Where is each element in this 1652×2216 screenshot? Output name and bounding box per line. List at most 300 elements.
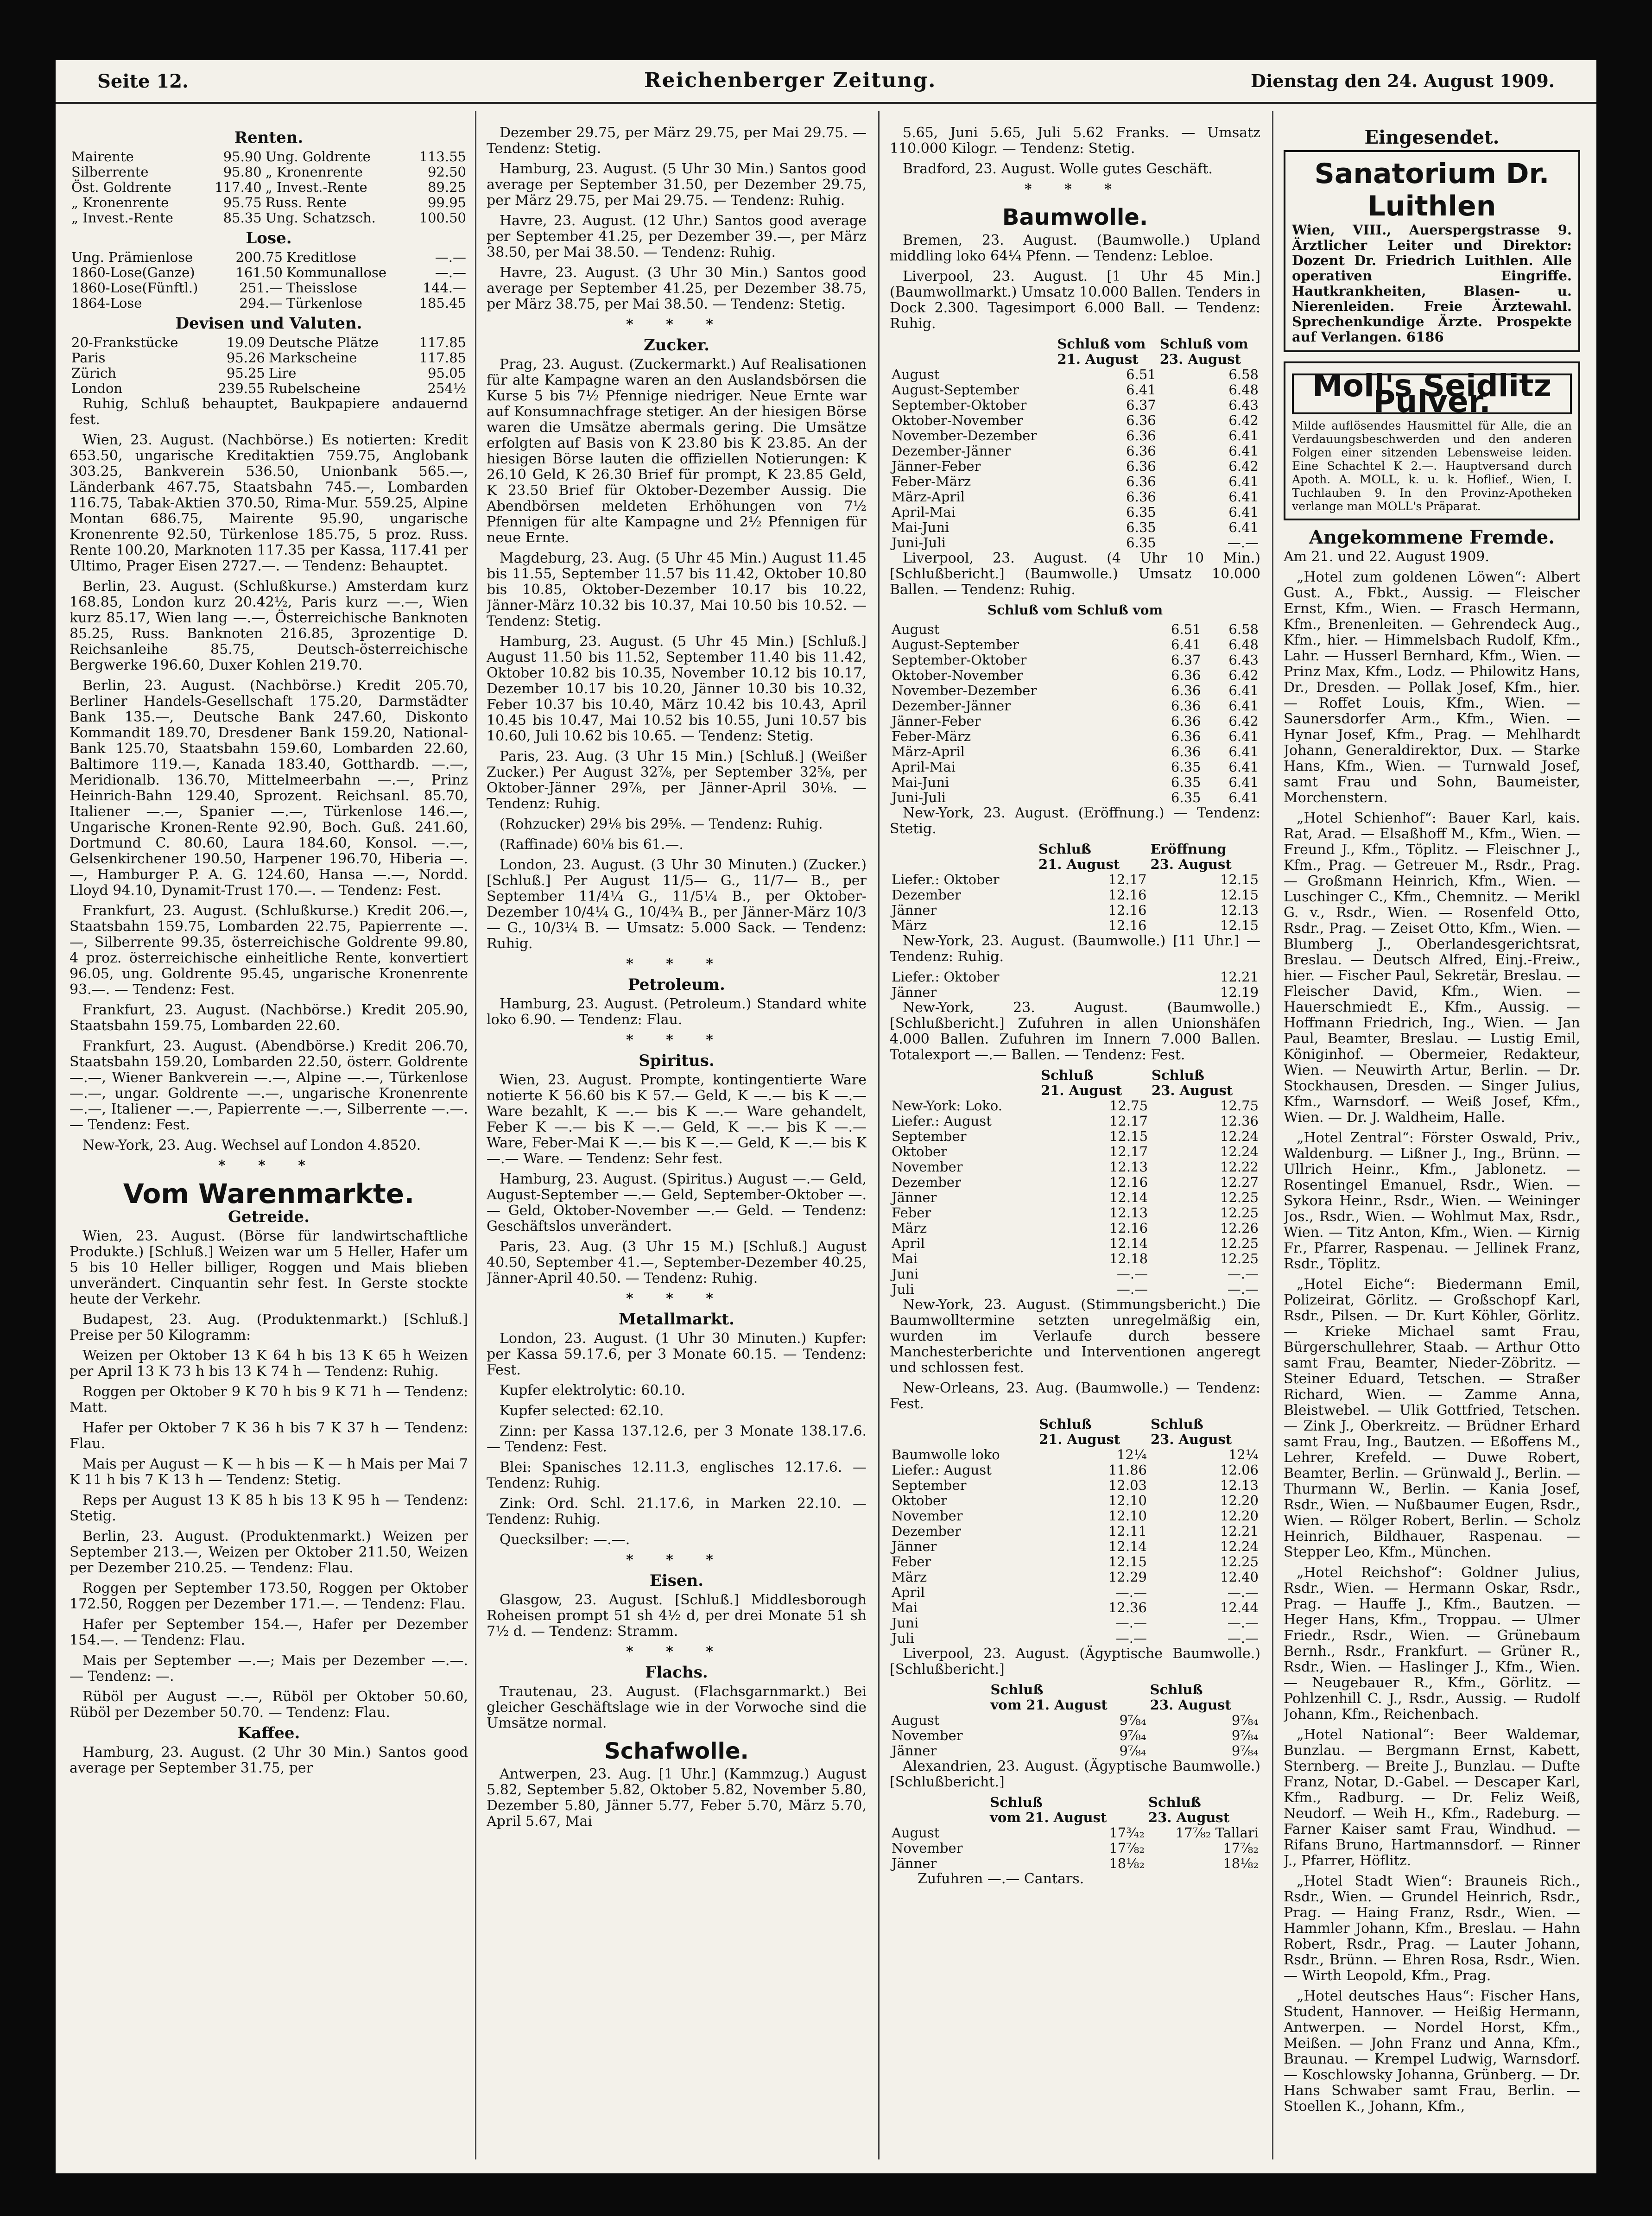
- table-cell: 6.41: [1228, 474, 1259, 489]
- paragraph: Hafer per Oktober 7 K 36 h bis 7 K 37 h — Tendenz: Flau.: [70, 1420, 468, 1452]
- paragraph: Mais per September —.—; Mais per Dezember —.—. — Tendenz: —.: [70, 1653, 468, 1684]
- table-cell: 6.36: [1126, 474, 1156, 489]
- paragraph: Berlin, 23. August. (Schlußkurse.) Amsterdam kurz 168.85, London kurz 20.42½, Paris kurz —.—, Wien kurz 85.17, Wien lang —.—, Österreichische Banknoten 85.25, Russ. Banknoten 216.85, 3prozentige D. Reichsanleihe 85.75, Deutsch-österreichische Bergwerke 196.60, Duxer Kohlen 219.70.: [70, 578, 468, 673]
- table-cell: 12.25: [1220, 1235, 1259, 1251]
- table-cell: April-Mai: [892, 759, 956, 775]
- table-cell: 1864-Lose: [71, 295, 142, 311]
- table-cell: —.—: [1227, 1615, 1259, 1631]
- table-row: [70, 381, 468, 396]
- table-row: [890, 1493, 1260, 1508]
- section-title: Renten.: [234, 128, 304, 147]
- section-heading: Schafwolle.: [604, 1738, 749, 1764]
- table-cell: 9⅞₄: [1119, 1728, 1146, 1743]
- table-cell: 117.85: [419, 335, 466, 350]
- table-row: [890, 1728, 1260, 1743]
- paragraph: 5.65, Juni 5.65, Juli 5.62 Franks. — Umsatz 110.000 Kilogr. — Tendenz: Stetig.: [890, 125, 1260, 157]
- table-cell: —.—: [1227, 1281, 1259, 1297]
- table-row: [890, 1159, 1260, 1175]
- paragraph: Wien, 23. August. Prompte, kontingentierte Ware notierte K 56.60 bis K 57.— Geld, K —.— bis K —.— Ware bezahlt, K —.— bis K —.— Ware gehandelt, Feber K —.— bis K —.— Geld, K —.— bis K —.— Ware, Feber-Mai K —.— bis K —.— Geld, K —.— bis K —.— Ware. — Tendenz: Sehr fest.: [487, 1072, 867, 1167]
- table-cell: 23. August: [1159, 351, 1241, 367]
- column-rule: [1272, 111, 1273, 2159]
- table-cell: 12.36: [1108, 1600, 1147, 1615]
- table-cell: 12.21: [1220, 969, 1259, 985]
- table-row: [890, 775, 1260, 790]
- paragraph: Paris, 23. Aug. (3 Uhr 15 M.) [Schluß.] August 40.50, September 41.—, September-Dezember 40.25, Jänner-April 40.50. — Tendenz: Ruhig.: [487, 1239, 867, 1286]
- table-cell: 6.43: [1228, 652, 1259, 668]
- table-cell: 17⅞₂: [1223, 1840, 1259, 1856]
- table-cell: 6.41: [1228, 519, 1259, 535]
- paragraph: Antwerpen, 23. Aug. [1 Uhr.] (Kammzug.) August 5.82, September 5.82, Oktober 5.82, November 5.80, Dezember 5.80, Jänner 5.77, Feber 5.70, März 5.70, April 5.67, Mai: [487, 1766, 867, 1830]
- table-cell: März: [892, 1569, 927, 1585]
- table-cell: Theisslose: [286, 280, 358, 296]
- paragraph: „Hotel Schienhof“: Bauer Karl, kais. Rat, Arad. — Elsaßhoff M., Kfm., Wien. — Freund J., Kfm., Töplitz. — Fleischner J., Kfm., Prag. — Getreuer M., Rsdr., Prag. — Großmann Heinrich, Kfm., Wien. — Luschinger C., Kfm., Chemnitz. — Merikl G. v., Rsdr., Wien. — Rosenfeld Otto, Rsdr., Prag. — Zeiset Otto, Kfm., Wien. — Blumberg J., Oberlandesgerichtsrat, Breslau. — Deutsch Alfred, Einj.-Freiw., hier. — Fischer Paul, Sekretär, Breslau. — Fleischer David, Kfm., Wien. — Hauerschmiedt E., Kfm., Aussig. — Hoffmann Friedrich, Ing., Wien. — Jan Paul, Beamter, Breslau. — Lustig Emil, Königinhof. — Obermeier, Redakteur, Wien. — Neuwirth Artur, Berlin. — Dr. Stockhausen, Dresden. — Singer Julius, Kfm., Warnsdorf. — Weiß Josef, Kfm., Wien. — Dr. J. Waldheim, Halle.: [1284, 810, 1580, 1126]
- table-row: [890, 1795, 1260, 1810]
- table-cell: 12.27: [1220, 1174, 1259, 1190]
- table-row: [890, 367, 1260, 382]
- table-row: [890, 1144, 1260, 1159]
- paragraph: New-York, 23. August. (Stimmungsbericht.) Die Baumwolltermine setzten unregelmäßig ein, wurden im Verlaufe durch bessere Manchesterberichte und Interventionen angeregt und schlossen fest.: [890, 1297, 1260, 1376]
- table-cell: Ung. Prämienlose: [71, 249, 193, 265]
- paragraph: „Hotel National“: Beer Waldemar, Bunzlau. — Bergmann Ernst, Kabett, Sternberg. — Breite J., Bunzlau. — Dufte Franz, Notar, D.-Gabel. — Descaper Karl, Kfm., Radburg. — Dr. Feliz Weiß, Neudorf. — Weih H., Kfm., Radeburg. — Farner Kaiser samt Frau, Windhud. — Rifans Bruno, Hartmannsdorf. — Rinner J., Pfarrer, Höflitz.: [1284, 1727, 1580, 1869]
- table-cell: 6.58: [1228, 621, 1259, 637]
- table-cell: Feber-März: [892, 728, 971, 744]
- table-cell: November-Dezember: [892, 683, 1037, 698]
- table-cell: 95.05: [427, 365, 466, 381]
- table-cell: 144.—: [423, 280, 466, 296]
- table-cell: Liefer.: Oktober: [892, 969, 1000, 985]
- section-title: Devisen und Valuten.: [175, 314, 362, 333]
- table-cell: 6.41: [1228, 790, 1259, 805]
- table-cell: 6.41: [1228, 428, 1259, 443]
- table-cell: Rubelscheine: [268, 380, 361, 396]
- newyork-opening-table: [890, 842, 1260, 933]
- table-cell: 239.55: [218, 380, 265, 396]
- table-row: [890, 668, 1260, 683]
- page-number: Seite 12.: [97, 70, 189, 92]
- table-cell: —.—: [1227, 1266, 1259, 1282]
- table-row: [890, 1068, 1260, 1083]
- paragraph: Hamburg, 23. August. (2 Uhr 30 Min.) Santos good average per September 31.75, per: [70, 1744, 468, 1776]
- section-title: Eingesendet.: [1364, 127, 1500, 148]
- table-cell: [890, 1697, 989, 1713]
- table-cell: September-Oktober: [892, 652, 1027, 668]
- table-cell: 6.35: [1171, 759, 1201, 775]
- table-cell: vom 21. August: [990, 1697, 1108, 1713]
- lose-table: [70, 250, 468, 311]
- liverpool-table-2: [890, 622, 1260, 805]
- table-cell: 12.75: [1220, 1098, 1259, 1114]
- paragraph: Wien, 23. August. (Börse für landwirtschaftliche Produkte.) [Schluß.] Weizen war um 5 Heller, Hafer um 5 bis 10 Heller billiger, Roggen und Mais blieben unverändert. Cinquantin sehr fest. In Gerste stockte heute der Verkehr.: [70, 1228, 468, 1307]
- table-cell: 12¼: [1228, 1447, 1259, 1463]
- table-cell: Juni-Juli: [892, 535, 946, 551]
- table-cell: 12.13: [1109, 1205, 1148, 1221]
- paragraph: Alexandrien, 23. August. (Ägyptische Baumwolle.) [Schlußbericht.]: [890, 1758, 1260, 1790]
- table-cell: 6.41: [1228, 728, 1259, 744]
- ad-body: Milde auflösendes Hausmittel für Alle, die an Verdauungsbeschwerden und den anderen Folgen einer sitzenden Lebensweise leiden. Eine Schachtel K 2.—. Hauptversand durch Apoth. A. MOLL, k. u. k. Hoflief., Wien, I. Tuchlauben 9. In den Provinz-Apotheken verlange man MOLL's Präparat.: [1292, 419, 1572, 513]
- table-row: [890, 1432, 1260, 1447]
- column-2: [487, 125, 867, 2164]
- table-row: [890, 698, 1260, 714]
- table-cell: 20-Frankstücke: [71, 335, 178, 350]
- table-cell: 9⅞₄: [1119, 1743, 1146, 1759]
- separator-stars: * * *: [626, 956, 727, 972]
- paragraph: Hamburg, 23. August. (Spiritus.) August —.— Geld, August-September —.— Geld, September-Oktober —.— Geld, Oktober-November —.— Geld. — Tendenz: Geschäftslos unverändert.: [487, 1171, 867, 1235]
- table-cell: —.—: [1227, 535, 1259, 551]
- table-cell: August-September: [892, 382, 1019, 398]
- section-title: Kaffee.: [237, 1724, 300, 1742]
- table-row: [890, 1236, 1260, 1251]
- table-cell: 12.36: [1220, 1113, 1259, 1129]
- table-cell: 12.22: [1220, 1159, 1259, 1175]
- paragraph: Trautenau, 23. August. (Flachsgarnmarkt.) Bei gleicher Geschäftslage wie in der Vorwoche sind die Umsätze normal.: [487, 1684, 867, 1731]
- table-cell: Ung. Goldrente: [265, 149, 371, 165]
- section-title: Spiritus.: [639, 1051, 715, 1070]
- paragraph: Glasgow, 23. August. [Schluß.] Middlesborough Roheisen prompt 51 sh 4½ d, per drei Monate 51 sh 7½ d. — Tendenz: Stramm.: [487, 1592, 867, 1640]
- table-cell: Mai-Juni: [892, 519, 949, 535]
- table-cell: Schluß: [1039, 1416, 1092, 1432]
- paragraph: Zinn: per Kassa 137.12.6, per 3 Monate 138.17.6. — Tendenz: Fest.: [487, 1423, 867, 1455]
- table-cell: 6.36: [1171, 667, 1201, 683]
- table-row: [890, 1114, 1260, 1129]
- table-cell: 6.42: [1228, 412, 1259, 428]
- table-cell: 12.10: [1108, 1508, 1147, 1524]
- table-cell: —.—: [1116, 1266, 1148, 1282]
- paragraph: New-York, 23. August. (Baumwolle.) [11 Uhr.] — Tendenz: Ruhig.: [890, 933, 1260, 965]
- table-cell: März: [892, 1220, 927, 1236]
- table-cell: 12.13: [1109, 1159, 1148, 1175]
- table-cell: —.—: [1116, 1281, 1148, 1297]
- table-row: [70, 280, 468, 296]
- table-cell: Juni: [892, 1615, 919, 1631]
- paragraph: Hamburg, 23. August. (5 Uhr 30 Min.) Santos good average per September 31.50, per Dezember 29.75, per März 29.75, per Mai 29.75. — Tendenz: Ruhig.: [487, 161, 867, 209]
- table-cell: Kommunallose: [286, 265, 387, 280]
- paragraph: Hamburg, 23. August. (5 Uhr 45 Min.) [Schluß.] August 11.50 bis 11.52, September 11.40 bis 11.42, Oktober 10.82 bis 10.35, November 10.12 bis 10.17, Dezember 10.17 bis 10.20, Jänner 10.30 bis 10.32, Feber 10.37 bis 10.40, März 10.42 bis 10.43, April 10.45 bis 10.47, Mai 10.52 bis 10.55, Juni 10.57 bis 10.60, Juli 10.62 bis 10.65. — Tendenz: Stetig.: [487, 633, 867, 744]
- table-row: [890, 428, 1260, 443]
- table-row: [890, 413, 1260, 428]
- table-row: [890, 857, 1260, 872]
- table-cell: August-September: [892, 637, 1019, 652]
- table-cell: „ Kronenrente: [265, 164, 363, 180]
- table-cell: 12.25: [1220, 1251, 1259, 1266]
- table-cell: Oktober: [892, 1144, 948, 1159]
- table-row: [890, 1129, 1260, 1144]
- table-cell: —.—: [1115, 1630, 1147, 1646]
- table-row: [890, 985, 1260, 1000]
- table-cell: 6.35: [1126, 504, 1156, 520]
- table-cell: 12.14: [1109, 1235, 1148, 1251]
- renten-table: [70, 149, 468, 226]
- paragraph: (Raffinade) 60⅛ bis 61.—.: [500, 836, 684, 853]
- table-row: [890, 1098, 1260, 1114]
- table-cell: 1860-Lose(Ganze): [71, 265, 195, 280]
- table-cell: 12.17: [1109, 1144, 1148, 1159]
- table-cell: 95.26: [226, 350, 265, 366]
- table-cell: Juni: [892, 1266, 919, 1282]
- table-cell: 6.35: [1126, 535, 1156, 551]
- table-row: [890, 1713, 1260, 1728]
- table-cell: 117.85: [419, 350, 466, 366]
- column-4: [1284, 125, 1580, 2164]
- table-cell: Silberrente: [71, 164, 149, 180]
- table-cell: [890, 1795, 988, 1810]
- table-cell: 9⅞₄: [1119, 1712, 1146, 1728]
- table-cell: Feber-März: [892, 474, 971, 489]
- table-cell: 12.15: [1220, 918, 1259, 933]
- table-row: [890, 1856, 1260, 1871]
- paragraph: Zink: Ord. Schl. 21.17.6, in Marken 22.10. — Tendenz: Ruhig.: [487, 1495, 867, 1527]
- table-row: [890, 1221, 1260, 1236]
- separator-stars: * * *: [626, 1552, 727, 1568]
- table-cell: —.—: [1227, 1584, 1259, 1600]
- table-cell: 6.37: [1171, 652, 1201, 668]
- table-cell: [890, 336, 1055, 352]
- advertisement-moll: [1284, 361, 1580, 520]
- table-row: [890, 1282, 1260, 1297]
- table-cell: 12.25: [1220, 1190, 1259, 1205]
- section-title: Flachs.: [645, 1663, 708, 1682]
- table-cell: 12.24: [1220, 1128, 1259, 1144]
- table-cell: 12.16: [1109, 1174, 1148, 1190]
- column-rule: [475, 111, 476, 2159]
- table-cell: 9⅞₄: [1231, 1728, 1259, 1743]
- table-cell: September-Oktober: [892, 397, 1027, 413]
- table-cell: September: [892, 1128, 967, 1144]
- table-cell: Jänner: [892, 984, 937, 1000]
- table-cell: 6.36: [1126, 458, 1156, 474]
- table-cell: [890, 842, 1037, 857]
- table-cell: [890, 1068, 1039, 1083]
- table-cell: 1860-Lose(Fünftl.): [71, 280, 198, 296]
- table-row: [890, 1600, 1260, 1615]
- table-row: [890, 1570, 1260, 1585]
- paragraph: Roggen per September 173.50, Roggen per Oktober 172.50, Roggen per Dezember 171.—. — Tendenz: Flau.: [70, 1580, 468, 1612]
- table-row: [890, 1697, 1260, 1713]
- paragraph: Dezember 29.75, per März 29.75, per Mai 29.75. — Tendenz: Stetig.: [487, 125, 867, 157]
- table-cell: Baumwolle loko: [892, 1447, 1000, 1463]
- table-cell: 92.50: [427, 164, 466, 180]
- table-cell: Türkenlose: [286, 295, 363, 311]
- table-cell: 85.35: [223, 210, 262, 226]
- table-row: [890, 382, 1260, 398]
- table-row: [890, 535, 1260, 551]
- paragraph: Weizen per Oktober 13 K 64 h bis 13 K 65 h Weizen per April 13 K 73 h bis 13 K 74 h — Tendenz: Ruhig.: [70, 1348, 468, 1380]
- table-row: [890, 1841, 1260, 1856]
- table-cell: November: [892, 1840, 963, 1856]
- table-cell: Jänner: [892, 1539, 937, 1554]
- table-row: [70, 335, 468, 350]
- table-row: [890, 1266, 1260, 1282]
- advertisement-sanatorium: [1284, 150, 1580, 352]
- table-cell: Schluß: [1041, 1067, 1094, 1083]
- table-row: [890, 443, 1260, 459]
- table-cell: Liefer.: August: [892, 1462, 992, 1478]
- table-cell: 12.19: [1220, 984, 1259, 1000]
- table-cell: 12.11: [1108, 1523, 1147, 1539]
- section-title: Angekommene Fremde.: [1309, 526, 1555, 548]
- table-row: [890, 1682, 1260, 1697]
- table-cell: Oktober: [892, 1493, 948, 1508]
- paragraph: London, 23. August. (1 Uhr 30 Minuten.) Kupfer: per Kassa 59.17.6, per 3 Monate 60.15. — Tendenz: Fest.: [487, 1330, 867, 1378]
- table-row: [890, 1810, 1260, 1825]
- table-cell: 95.80: [223, 164, 262, 180]
- column-3: [890, 125, 1260, 2164]
- table-cell: 23. August: [1152, 1083, 1233, 1098]
- newyork-close-table: [890, 1068, 1260, 1297]
- table-cell: 99.95: [427, 195, 466, 210]
- paragraph: Hafer per September 154.—, Hafer per Dezember 154.—. — Tendenz: Flau.: [70, 1616, 468, 1648]
- table-row: [70, 180, 468, 195]
- table-cell: 6.41: [1228, 443, 1259, 459]
- liverpool-table: [890, 336, 1260, 551]
- table-cell: Mairente: [71, 149, 134, 165]
- table-cell: 12.15: [1220, 872, 1259, 887]
- table-cell: Lire: [268, 365, 297, 381]
- table-cell: 17⅞₂ Tallari: [1175, 1825, 1259, 1841]
- section-title: Lose.: [246, 229, 292, 247]
- table-row: [890, 1175, 1260, 1190]
- table-cell: 12.25: [1220, 1554, 1259, 1570]
- table-cell: 12.17: [1109, 1113, 1148, 1129]
- table-cell: 12.16: [1108, 918, 1147, 933]
- table-row: [890, 744, 1260, 760]
- table-cell: 6.41: [1228, 504, 1259, 520]
- paragraph: Wien, 23. August. (Nachbörse.) Es notierten: Kredit 653.50, ungarische Kreditaktien 759.75, Anglobank 303.25, Bankverein 536.50, Unionbank 565.—, Länderbank 467.75, Staatsbahn 745.—, Lombarden 116.75, Tabak-Aktien 370.50, Rima-Mur. 559.25, Alpine Montan 686.75, Mairente 95.90, ungarische Kronenrente 92.50, Türkenlose 185.75, 5 proz. Russ. Rente 100.20, Marknoten 117.35 per Kassa, 117.41 per Ultimo, Prager Eisen 2727.—. — Tendenz: Behauptet.: [70, 432, 468, 574]
- table-cell: 12.14: [1108, 1539, 1147, 1554]
- table-cell: Russ. Rente: [265, 195, 347, 210]
- masthead: Reichenberger Zeitung.: [644, 69, 937, 92]
- table-cell: Jänner: [892, 1743, 937, 1759]
- table-row: [890, 1508, 1260, 1524]
- table-cell: 12.40: [1220, 1569, 1259, 1585]
- table-cell: New-York: Loko.: [892, 1098, 1002, 1114]
- table-cell: April: [892, 1235, 925, 1251]
- table-cell: 12.17: [1108, 872, 1147, 887]
- paragraph: „Hotel deutsches Haus“: Fischer Hans, Student, Hannover. — Heißig Hermann, Antwerpen. — Nordel Horst, Kfm., Meißen. — John Franz und Anna, Kfm., Braunau. — Krempel Ludwig, Warnsdorf. — Koschlowsky Johanna, Grünberg. — Dr. Hans Schwaber samt Frau, Berlin. — Stoellen K., Johann, Kfm.,: [1284, 1988, 1580, 2115]
- table-cell: Schluß: [990, 1682, 1044, 1697]
- table-cell: 12.14: [1109, 1190, 1148, 1205]
- table-row: [890, 1585, 1260, 1600]
- separator-stars: * * *: [626, 317, 727, 333]
- table-cell: [890, 1083, 1039, 1098]
- table-cell: Oktober-November: [892, 412, 1023, 428]
- table-cell: Ung. Schatzsch.: [265, 210, 376, 226]
- table-cell: 6.36: [1171, 744, 1201, 760]
- table-cell: 6.41: [1228, 698, 1259, 714]
- newyork-11-table: [890, 969, 1260, 1000]
- table-cell: 6.43: [1228, 397, 1259, 413]
- table-cell: Öst. Goldrente: [71, 179, 171, 195]
- table-cell: 6.42: [1228, 713, 1259, 729]
- ad-title: Moll's Seidlitz Pulver.: [1292, 374, 1572, 414]
- table-cell: Schluß: [1150, 1416, 1203, 1432]
- table-cell: 12.25: [1220, 1205, 1259, 1221]
- table-cell: Markscheine: [268, 350, 357, 366]
- table-cell: Schluß: [1038, 841, 1091, 857]
- table-cell: 12.20: [1220, 1493, 1259, 1508]
- paragraph: Berlin, 23. August. (Nachbörse.) Kredit 205.70, Berliner Handels-Gesellschaft 175.20, Darmstädter Bank 135.—, Deutsche Bank 247.60, Diskonto Kommandit 189.70, Dresdener Bank 159.20, National-Bank 125.70, Staatsbahn 159.60, Lombarden 22.60, Baltimore 119.—, Kanada 183.40, Gotthardb. —.—, Meridionalb. 136.70, Mittelmeerbahn —.—, Prinz Heinrich-Bahn 129.40, Sprozent. Reichsanl. 85.70, Italiener —.—, Spanier —.—, Türkenlose 146.—, Ungarische Kronen-Rente 92.90, Boch. Guß. 241.60, Dortmund C. 80.60, Laura 184.60, Konsol. —.—, Gelsenkirchener 190.50, Harpener 196.70, Hiberia —.—, Hamburger P. A. G. 124.60, Hansa —.—, Nordd. Lloyd 94.10, Dynamit-Trust 170.—. — Tendenz: Fest.: [70, 677, 468, 899]
- table-cell: 23. August: [1150, 1431, 1232, 1447]
- table-cell: August: [892, 1825, 940, 1841]
- table-cell: 12.18: [1109, 1251, 1148, 1266]
- table-cell: Mai-Juni: [892, 774, 949, 790]
- table-cell: 12.21: [1220, 1523, 1259, 1539]
- table-cell: 6.35: [1126, 519, 1156, 535]
- table-cell: 6.41: [1228, 744, 1259, 760]
- separator-stars: * * *: [218, 1158, 319, 1174]
- table-cell: Jänner: [892, 1855, 937, 1871]
- table-cell: 12.15: [1220, 887, 1259, 903]
- section-heading: Vom Warenmarkte.: [123, 1178, 415, 1209]
- table-cell: 11.86: [1108, 1462, 1147, 1478]
- table-cell: 6.37: [1126, 397, 1156, 413]
- alexandria-table: [890, 1795, 1260, 1871]
- table-cell: vom 21. August: [990, 1810, 1107, 1825]
- separator-stars: * * *: [1025, 181, 1126, 197]
- table-cell: Kreditlose: [286, 249, 356, 265]
- table-cell: Oktober-November: [892, 667, 1023, 683]
- section-heading: Baumwolle.: [1002, 204, 1148, 230]
- table-cell: Schluß: [1150, 1682, 1203, 1697]
- table-cell: 6.41: [1228, 683, 1259, 698]
- table-cell: 6.41: [1228, 759, 1259, 775]
- table-cell: 12.44: [1220, 1600, 1259, 1615]
- table-cell: 95.25: [226, 365, 265, 381]
- table-cell: Liefer.: Oktober: [892, 872, 1000, 887]
- table-cell: April-Mai: [892, 504, 956, 520]
- table-cell: 117.40: [215, 179, 262, 195]
- paragraph: Budapest, 23. Aug. (Produktenmarkt.) [Schluß.] Preise per 50 Kilogramm:: [70, 1311, 468, 1343]
- table-cell: 294.—: [239, 295, 283, 311]
- table-cell: 18⅛₂: [1109, 1855, 1145, 1871]
- paragraph: Reps per August 13 K 85 h bis 13 K 95 h — Tendenz: Stetig.: [70, 1492, 468, 1524]
- paragraph: London, 23. August. (3 Uhr 30 Minuten.) (Zucker.) [Schluß.] Per August 11/5— G., 11/7— B., per September 11/4¼ G., 11/5¼ B., per Oktober-Dezember 10/4¼ G., 10/4¾ B., per Jänner-März 10/3— G., 10/3¼ B. — Umsatz: 5.000 Sack. — Tendenz: Ruhig.: [487, 857, 867, 952]
- paragraph: Kupfer elektrolytic: 60.10.: [500, 1382, 685, 1399]
- table-header: Schluß vom Schluß vom: [987, 602, 1163, 618]
- separator-stars: * * *: [626, 1032, 727, 1048]
- table-cell: 9⅞₄: [1231, 1712, 1259, 1728]
- paragraph: Frankfurt, 23. August. (Schlußkurse.) Kredit 206.—, Staatsbahn 159.75, Lombarden 22.75, Papierrente —.—, Silberrente 99.35, österreichische Goldrente 99.80, 4 proz. österreichische einheitliche Rente, konvertiert 96.05, ung. Goldrente 95.45, ungarische Kronenrente 93.—. — Tendenz: Fest.: [70, 903, 468, 998]
- table-cell: November: [892, 1508, 963, 1524]
- table-cell: März-April: [892, 489, 965, 505]
- table-cell: 12.13: [1220, 1477, 1259, 1493]
- table-cell: 12.16: [1108, 902, 1147, 918]
- table-cell: 12.20: [1220, 1508, 1259, 1524]
- table-row: [890, 398, 1260, 413]
- table-row: [890, 1524, 1260, 1539]
- table-row: [890, 352, 1260, 367]
- table-cell: Dezember: [892, 1523, 961, 1539]
- table-cell: 12.03: [1108, 1477, 1147, 1493]
- table-cell: Liefer.: August: [892, 1113, 992, 1129]
- table-row: [70, 250, 468, 265]
- table-row: [70, 195, 468, 210]
- table-cell: November: [892, 1159, 963, 1175]
- table-cell: 6.36: [1171, 728, 1201, 744]
- table-row: [890, 622, 1260, 637]
- liverpool-egypt-table: [890, 1682, 1260, 1759]
- table-cell: 17¾₂: [1109, 1825, 1145, 1841]
- table-cell: 6.36: [1171, 698, 1201, 714]
- table-cell: 12.75: [1109, 1098, 1148, 1114]
- table-row: [890, 790, 1260, 805]
- table-row: [70, 149, 468, 165]
- paragraph: Rüböl per August —.—, Rüböl per Oktober 50.60, Rüböl per Dezember 50.70. — Tendenz: Flau.: [70, 1689, 468, 1721]
- table-cell: 23. August: [1150, 1697, 1231, 1713]
- section-title: Metallmarkt.: [619, 1310, 734, 1329]
- table-cell: September: [892, 1477, 967, 1493]
- table-row: [890, 903, 1260, 918]
- table-cell: 21. August: [1041, 1083, 1122, 1098]
